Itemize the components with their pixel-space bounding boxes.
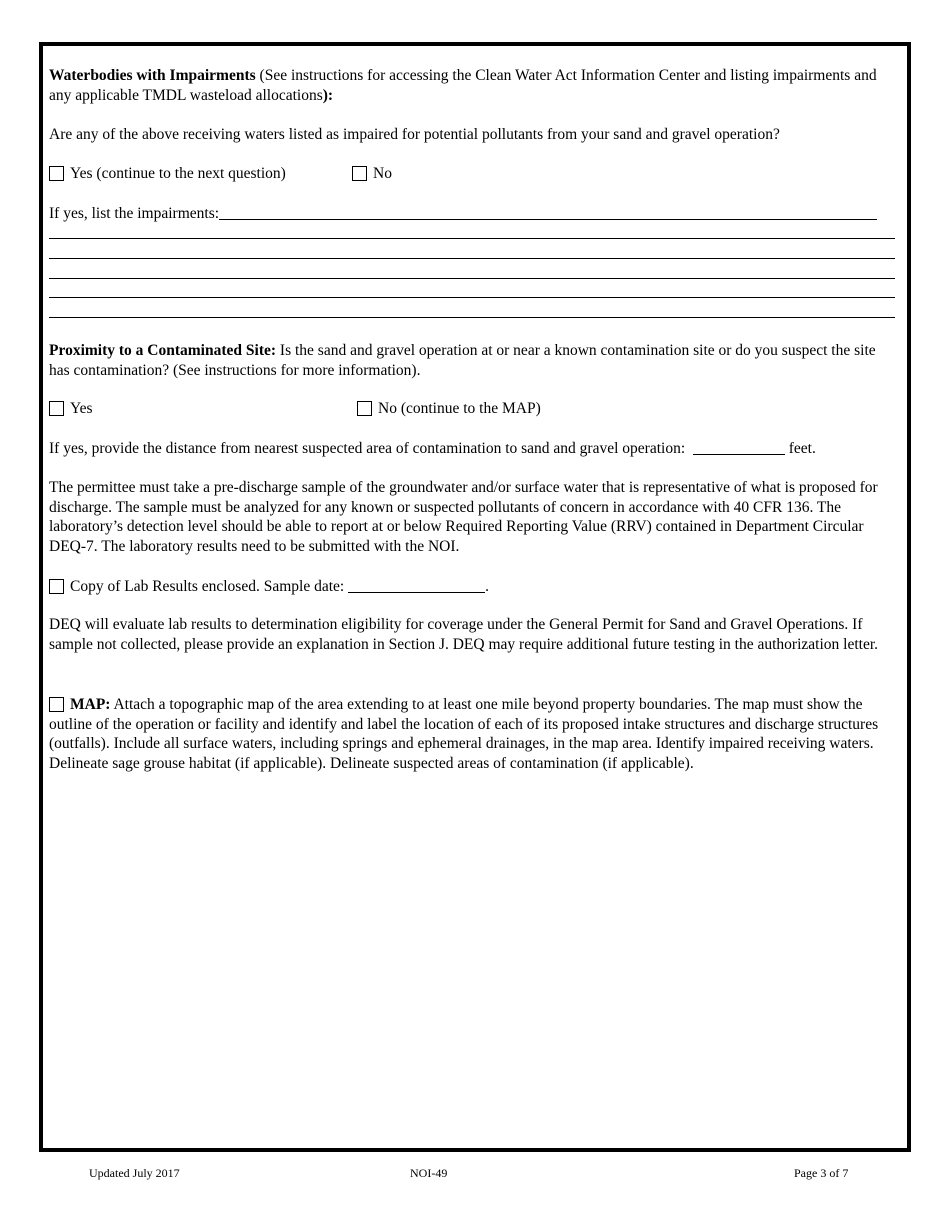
impairments-question: Are any of the above receiving waters listed as impaired for potential pollutants from your sand and gravel operation? (49, 126, 780, 143)
impairments-list-input[interactable] (219, 219, 877, 220)
impairments-yes-checkbox[interactable] (49, 166, 64, 181)
lab-results-label: Copy of Lab Results enclosed. Sample date: (70, 578, 345, 595)
impairments-heading: Waterbodies with Impairments (49, 67, 256, 84)
impairments-list-line[interactable] (49, 238, 895, 239)
impairments-no-option[interactable]: No (352, 164, 392, 184)
lab-results-checkbox[interactable] (49, 579, 64, 594)
impairments-list-label: If yes, list the impairments: (49, 205, 220, 222)
contamination-heading: Proximity to a Contaminated Site: (49, 342, 277, 359)
map-checkbox[interactable] (49, 697, 64, 712)
footer-updated: Updated July 2017 (89, 1166, 180, 1180)
impairments-list-line[interactable] (49, 258, 895, 259)
impairments-heading-note: See instructions for accessing the Clean Water Act Information Center and listing impairments and any applicable TMDL wasteload allocations (49, 67, 877, 104)
eligibility-paragraph: DEQ will evaluate lab results to determination eligibility for coverage under the General Permit for Sand and Gravel Operations. If sample not collected, please provide an explanation in Section J. DEQ may require additional future testing in the authorization letter. (49, 616, 879, 653)
sample-date-input[interactable] (348, 592, 485, 593)
contamination-yes-option[interactable]: Yes (49, 399, 93, 419)
contamination-distance-input[interactable] (693, 454, 785, 455)
contamination-no-option[interactable]: No (continue to the MAP) (357, 399, 541, 419)
contamination-yes-checkbox[interactable] (49, 401, 64, 416)
contamination-distance-row: If yes, provide the distance from nearest suspected area of contamination to sand and gravel operation: feet. (49, 440, 816, 457)
sampling-paragraph: The permittee must take a pre-discharge sample of the groundwater and/or surface water that is representative of what is proposed for discharge. The sample must be analyzed for any known or suspected pollutants of concern in accordance with 40 CFR 136. The laboratory’s detection level should be able to report at or below Required Reporting Value (RRV) contained in Department Circular DEQ-7. The laboratory results need to be submitted with the NOI. (49, 479, 878, 555)
impairments-list-line[interactable] (49, 278, 895, 279)
map-heading: MAP: (70, 696, 111, 713)
contamination-no-checkbox[interactable] (357, 401, 372, 416)
footer-form-id: NOI-49 (410, 1166, 448, 1180)
impairments-list-line[interactable] (49, 297, 895, 298)
impairments-list-line[interactable] (49, 317, 895, 318)
footer-page-number: Page 3 of 7 (794, 1166, 849, 1180)
impairments-list-row (49, 204, 877, 224)
contamination-distance-label: If yes, provide the distance from nearest suspected area of contamination to sand and gravel operation: (49, 440, 686, 457)
impairments-yes-option[interactable]: Yes (continue to the next question) (49, 164, 286, 184)
impairments-heading-paragraph: Waterbodies with Impairments (See instructions for accessing the Clean Water Act Information Center and listing impairments and any applicable TMDL wasteload allocations): (49, 67, 877, 104)
contamination-paragraph: Proximity to a Contaminated Site: Is the sand and gravel operation at or near a known contamination site or do you suspect the site has contamination? (See instructions for more information). (49, 342, 876, 379)
lab-results-row[interactable]: Copy of Lab Results enclosed. Sample date: . (49, 577, 489, 597)
impairments-no-checkbox[interactable] (352, 166, 367, 181)
map-paragraph: MAP: Attach a topographic map of the area extending to at least one mile beyond property boundaries. The map must show the outline of the operation or facility and identify and label the location of each of its proposed intake structures and discharge structures (outfalls). Include all surface waters, including springs and ephemeral drainages, in the map area. Identify impaired receiving waters. Delineate sage grouse habitat (if applicable). Delineate suspected areas of contamination (if applicable). (49, 696, 879, 772)
